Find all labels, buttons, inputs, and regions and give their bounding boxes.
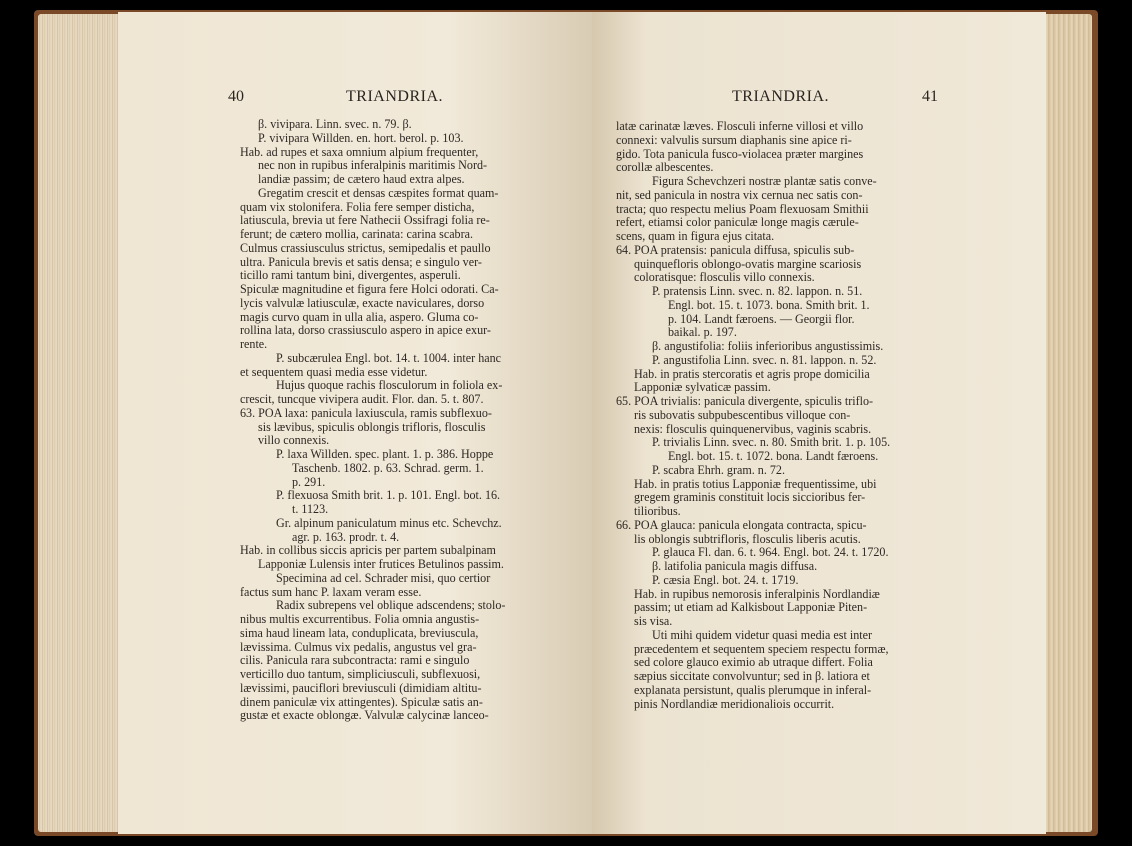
text-line: lycis valvulæ latiusculæ, exacte naviculares, dorso: [240, 295, 485, 310]
text-line: nibus multis excurrentibus. Folia omnia angustis-: [240, 612, 480, 626]
text-line: 66. POA glauca: panicula elongata contracta, spicu-: [616, 517, 867, 532]
text-line: Culmus crassiusculus strictus, semipedalis et paullo: [240, 240, 491, 255]
text-line: P. scabra Ehrh. gram. n. 72.: [652, 462, 786, 477]
running-header-right: TRIANDRIA.: [732, 88, 829, 105]
text-line: dinem paniculæ vix attingentes). Spiculæ satis an-: [240, 694, 483, 709]
text-line: β. angustifolia: foliis inferioribus angustissimis.: [652, 339, 884, 353]
text-line: sis lævibus, spiculis oblongis trifloris, flosculis: [258, 419, 486, 434]
text-line: baikal. p. 197.: [668, 325, 737, 340]
text-line: nec non in rupibus inferalpinis maritimis Nord-: [258, 158, 488, 173]
text-line: crescit, tuncque vivipera audit. Flor. dan. 5. t. 807.: [240, 392, 484, 406]
text-line: Hab. in pratis totius Lapponiæ frequentissime, ubi: [634, 476, 877, 491]
text-line: Hab. ad rupes et saxa omnium alpium frequenter,: [240, 144, 479, 159]
text-line: Gregatim crescit et densas cæspites format quam-: [258, 185, 499, 200]
text-line: P. flexuosa Smith brit. 1. p. 101. Engl. bot. 16.: [276, 488, 501, 503]
text-line: agr. p. 163. prodr. t. 4.: [292, 529, 400, 544]
text-line: Taschenb. 1802. p. 63. Schrad. germ. 1.: [292, 460, 484, 475]
text-line: t. 1123.: [292, 502, 329, 516]
text-line: Radix subrepens vel oblique adscendens; stolo-: [276, 598, 506, 613]
text-line: P. trivialis Linn. svec. n. 80. Smith brit. 1. p. 105.: [652, 435, 891, 450]
text-line: explanata persistunt, qualis plerumque in inferal-: [634, 682, 872, 697]
text-line: connexi: valvulis sursum diaphanis sine apice ri-: [616, 132, 852, 147]
text-line: lis oblongis subtrifloris, flosculis liberis acutis.: [634, 531, 861, 546]
text-line: p. 291.: [292, 474, 326, 489]
text-line: gido. Tota panicula fusco-violacea præter margines: [616, 146, 864, 161]
text-line: coloratisque: flosculis villo connexis.: [634, 270, 815, 285]
text-line: Hab. in pratis stercoratis et agris prope domicilia: [634, 366, 870, 381]
page-number-right: 41: [922, 88, 938, 105]
text-line: P. pratensis Linn. svec. n. 82. lappon. n. 51.: [652, 284, 863, 298]
text-line: Uti mihi quidem videtur quasi media est inter: [652, 627, 872, 642]
text-line: latiuscula, brevia ut fere Nathecii Ossifragi folia re-: [240, 213, 490, 228]
text-line: quam vix stolonifera. Folia fere semper disticha,: [240, 199, 475, 214]
text-line: Lapponiæ Lulensis inter frutices Betulinos passim.: [258, 557, 504, 571]
text-line: nexis: flosculis quinquenervibus, vaginis scabris.: [634, 421, 872, 436]
text-line: Spiculæ magnitudine et figura fere Holci odorati. Ca-: [240, 282, 499, 296]
text-line: Hab. in collibus siccis apricis per partem subalpinam: [240, 543, 496, 558]
running-header-left: TRIANDRIA.: [346, 88, 443, 105]
page-edges-left: [38, 14, 118, 832]
text-line: Figura Schevchzeri nostræ plantæ satis conve-: [652, 174, 877, 188]
text-line: tilioribus.: [634, 504, 681, 518]
text-line: corollæ albescentes.: [616, 160, 714, 175]
text-line: Engl. bot. 15. t. 1073. bona. Smith brit. 1.: [668, 297, 870, 312]
text-line: lævissima. Culmus vix pedalis, angustus vel gra-: [240, 639, 477, 654]
text-line: Specimina ad cel. Schrader misi, quo certior: [276, 570, 491, 585]
left-page: [118, 12, 592, 834]
text-line: magis curvo quam in ulla alia, aspero. Gluma co-: [240, 309, 479, 324]
text-line: pinis Nordlandiæ meridionaliois occurrit.: [634, 696, 835, 711]
right-page: [592, 12, 1046, 834]
text-line: sis visa.: [634, 614, 673, 628]
text-line: nit, sed panicula in nostra vix cernua nec satis con-: [616, 187, 863, 202]
text-line: latæ carinatæ læves. Flosculi inferne villosi et villo: [616, 119, 864, 133]
page-edges-right: [1040, 14, 1092, 832]
text-line: ticillo rami tantum bini, divergentes, asperuli.: [240, 268, 461, 283]
text-line: quinquefloris oblongo-ovatis margine scariosis: [634, 256, 862, 271]
text-line: 63. POA laxa: panicula laxiuscula, ramis subflexuo-: [240, 405, 492, 420]
text-line: villo connexis.: [258, 433, 330, 448]
text-line: 64. POA pratensis: panicula diffusa, spiculis sub-: [616, 242, 855, 257]
text-line: 65. POA trivialis: panicula divergente, spiculis triflo-: [616, 394, 874, 408]
text-line: Hab. in rupibus nemorosis inferalpinis Nordlandiæ: [634, 586, 880, 601]
text-line: Lapponiæ sylvaticæ passim.: [634, 380, 771, 395]
text-line: passim; ut etiam ad Kalkisbout Lapponiæ Piten-: [634, 600, 868, 615]
text-line: sed colore glauco eximio ab utraque differt. Folia: [634, 655, 873, 670]
text-line: scens, quam in figura ejus citata.: [616, 229, 775, 243]
text-line: præcedentem et sequentem speciem respectu formæ,: [634, 641, 889, 656]
text-line: β. latifolia panicula magis diffusa.: [652, 559, 818, 573]
text-line: ferunt; de cætero mollia, carinata: carina scabra.: [240, 227, 474, 241]
text-line: sima haud lineam lata, conduplicata, breviuscula,: [240, 625, 479, 640]
text-line: verticillo duo tantum, simpliciusculi, subflexuosi,: [240, 667, 481, 681]
left-page-body: [240, 118, 505, 723]
text-line: lævissimi, pauciflori breviusculi (dimidiam altitu-: [240, 680, 482, 695]
text-line: P. angustifolia Linn. svec. n. 81. lappon. n. 52.: [652, 352, 877, 367]
text-line: rollina lata, dorso crassiusculo aspero in apice exur-: [240, 323, 491, 338]
text-line: sæpius siccitate convolvuntur; sed in β. latiora et: [634, 669, 870, 683]
text-line: P. cæsia Engl. bot. 24. t. 1719.: [652, 572, 799, 587]
text-line: landiæ passim; de cætero haud extra alpes.: [258, 172, 465, 186]
text-line: refert, etiamsi color paniculæ longe magis cærule-: [616, 215, 859, 230]
text-line: ultra. Panicula brevis et satis densa; e singulo ver-: [240, 254, 482, 269]
text-line: P. laxa Willden. spec. plant. 1. p. 386. Hoppe: [276, 447, 494, 461]
text-line: Gr. alpinum paniculatum minus etc. Schevchz.: [276, 515, 502, 530]
text-line: p. 104. Landt færoens. — Georgii flor.: [668, 311, 855, 326]
text-line: gregem graminis constituit locis siccioribus fer-: [634, 490, 866, 505]
text-line: Hujus quoque rachis flosculorum in foliola ex-: [276, 378, 503, 393]
text-line: rente.: [240, 337, 268, 351]
text-line: tracta; quo respectu melius Poam flexuosam Smithii: [616, 201, 869, 216]
text-line: P. vivipara Willden. en. hort. berol. p. 103.: [258, 130, 464, 145]
text-line: P. subcærulea Engl. bot. 14. t. 1004. inter hanc: [276, 350, 502, 365]
text-line: et sequentem quasi media esse videtur.: [240, 364, 428, 379]
text-line: cilis. Panicula rara subcontracta: rami e singulo: [240, 653, 470, 668]
text-line: ris subovatis subpubescentibus villoque con-: [634, 407, 851, 422]
right-page-body: [616, 120, 890, 711]
text-line: β. vivipara. Linn. svec. n. 79. β.: [258, 117, 412, 131]
text-line: factus sum hanc P. laxam veram esse.: [240, 584, 422, 599]
text-line: Engl. bot. 15. t. 1072. bona. Landt færoens.: [668, 449, 879, 463]
page-number-left: 40: [228, 88, 244, 105]
text-line: P. glauca Fl. dan. 6. t. 964. Engl. bot. 24. t. 1720.: [652, 545, 889, 560]
text-line: gustæ et exacte oblongæ. Valvulæ calycinæ lanceo-: [240, 708, 489, 723]
